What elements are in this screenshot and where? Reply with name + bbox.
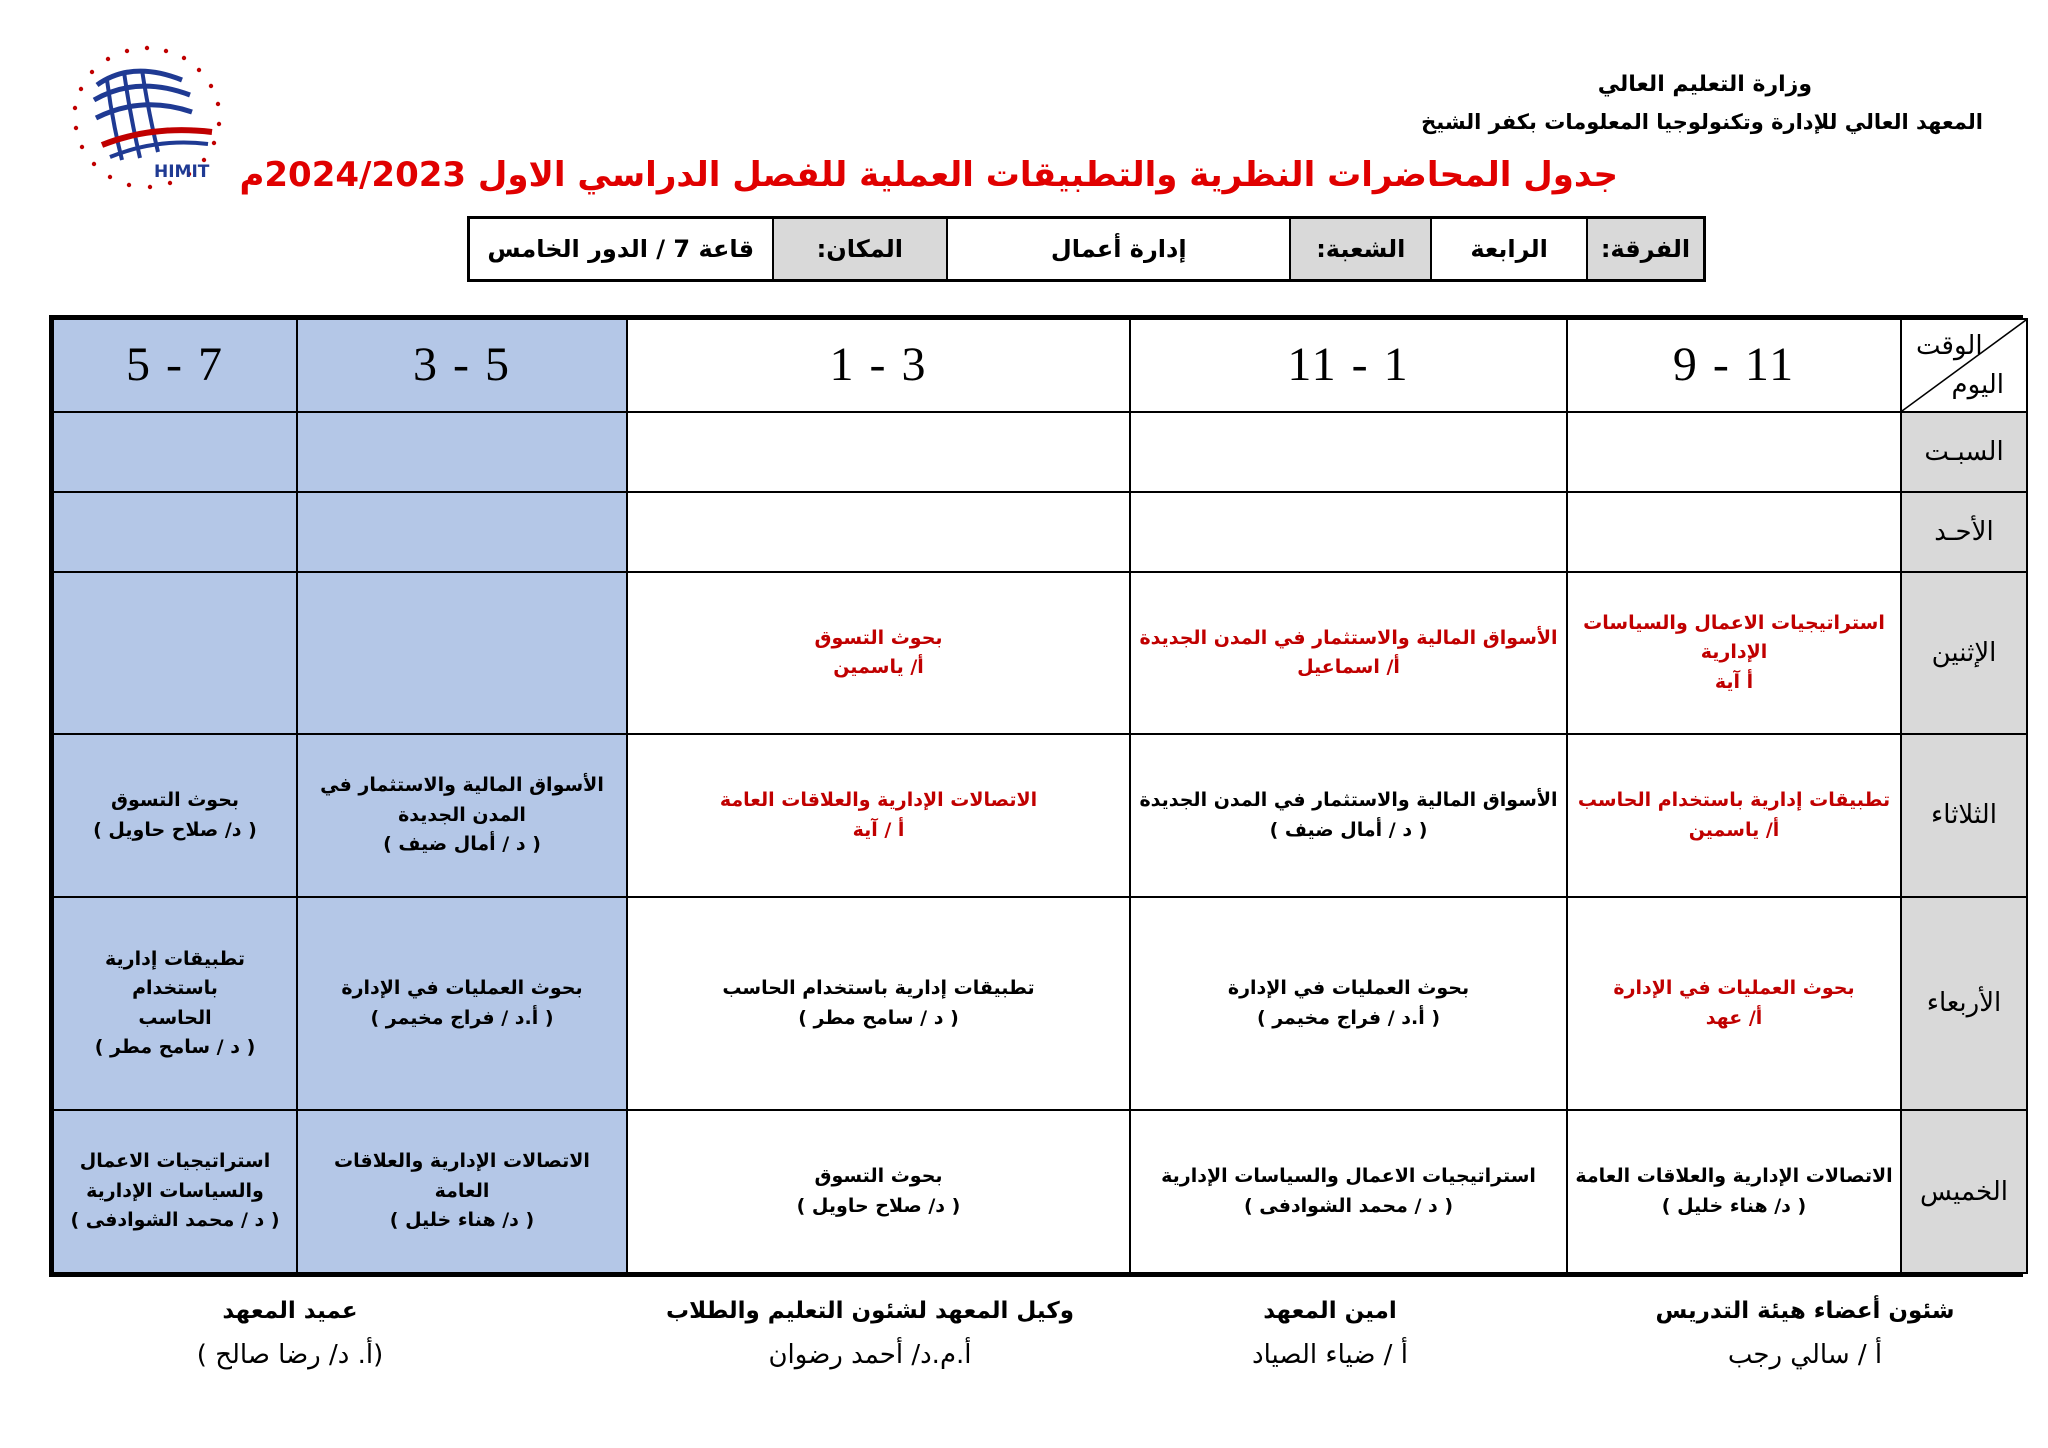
schedule-cell: [1130, 897, 1567, 1110]
schedule-cell: [297, 734, 627, 897]
signature-title: امين المعهد: [1263, 1298, 1397, 1324]
place-label: المكان:: [772, 219, 947, 279]
cell-text: بحوث التسوق: [110, 789, 240, 812]
schedule-cell: [1130, 492, 1567, 572]
day-label: السبـت: [1901, 412, 2027, 492]
cell-text: المدن الجديدة: [398, 803, 526, 826]
signature-dean: [150, 1298, 430, 1370]
cell-text: ( د / سامح مطر ): [798, 1006, 959, 1029]
cell-text: الإدارية: [1700, 641, 1768, 664]
schedule-cell: [627, 572, 1130, 735]
time-slot-header: 5 - 3: [297, 319, 627, 412]
corner-header: [1901, 319, 2027, 412]
cell-text: ( د/ هناء خليل ): [1661, 1194, 1807, 1217]
schedule-cell: [627, 897, 1130, 1110]
schedule-row: [53, 1110, 2027, 1273]
schedule-cell: [1567, 734, 1901, 897]
signature-name: أ / سالي رجب: [1727, 1340, 1883, 1370]
cell-text: ( أ.د / فراج مخيمر ): [1256, 1006, 1441, 1029]
schedule-cell: [1567, 492, 1901, 572]
schedule-cell: [627, 1110, 1130, 1273]
division-label: الشعبة:: [1289, 219, 1430, 279]
signature-faculty-affairs: [1640, 1298, 1970, 1370]
corner-time-label: الوقت: [1916, 331, 1983, 361]
cell-text: أ آية: [1714, 670, 1754, 693]
cell-text: ( أ.د / فراج مخيمر ): [370, 1006, 554, 1029]
cell-text: ( د/ صلاح حاويل ): [796, 1194, 961, 1217]
signature-name: أ / ضياء الصياد: [1252, 1340, 1408, 1370]
time-slot-header: 1 - 11: [1130, 319, 1567, 412]
signature-title: شئون أعضاء هيئة التدريس: [1655, 1298, 1955, 1324]
time-slot-header: 7 - 5: [53, 319, 297, 412]
cell-text: استراتيجيات الاعمال: [79, 1150, 271, 1173]
cell-text: والسياسات الإدارية: [86, 1179, 264, 1202]
corner-day-label: اليوم: [1951, 369, 2004, 400]
schedule-cell: [297, 1110, 627, 1273]
schedule-cell: [53, 412, 297, 492]
day-label: الخميس: [1901, 1110, 2027, 1273]
cell-text: أ / آية: [852, 818, 905, 841]
schedule-cell: [627, 412, 1130, 492]
signature-title: عميد المعهد: [222, 1298, 358, 1324]
signature-title: وكيل المعهد لشئون التعليم والطلاب: [666, 1298, 1074, 1324]
cell-text: الأسواق المالية والاستثمار في المدن الجديدة: [1139, 789, 1558, 812]
cell-text: أ/ ياسمين: [1688, 818, 1780, 841]
cell-text: أ/ ياسمين: [833, 655, 924, 678]
signature-name: (أ. د/ رضا صالح ): [196, 1340, 384, 1370]
cell-text: ( د / أمال ضيف ): [383, 833, 541, 856]
page-title: جدول المحاضرات النظرية والتطبيقات العملية للفصل الدراسي الاول 2024/2023م: [239, 155, 1618, 195]
cell-text: أ/ اسماعيل: [1297, 655, 1400, 678]
schedule-row: [53, 897, 2027, 1110]
cell-text: الأسواق المالية والاستثمار في المدن الجديدة: [1139, 626, 1558, 649]
day-label: الأربعاء: [1901, 897, 2027, 1110]
cell-text: بحوث التسوق: [814, 626, 943, 649]
schedule-cell: [53, 1110, 297, 1273]
cell-text: الأسواق المالية والاستثمار في: [320, 774, 604, 797]
cell-text: تطبيقات إدارية باستخدام الحاسب: [1577, 789, 1891, 812]
cell-text: بحوث العمليات في الإدارة: [1227, 977, 1470, 1000]
cell-text: ( د / محمد الشوادفى ): [70, 1209, 280, 1232]
institute-logo: [62, 40, 232, 200]
schedule-cell: [1130, 412, 1567, 492]
schedule-cell: [53, 572, 297, 735]
signature-institute-secretary: [1180, 1298, 1480, 1370]
cell-text: ( د / سامح مطر ): [94, 1036, 256, 1059]
schedule-cell: [1130, 572, 1567, 735]
schedule-cell: [1567, 897, 1901, 1110]
signature-name: أ.م.د/ أحمد رضوان: [768, 1340, 972, 1370]
cell-text: الحاسب: [138, 1006, 212, 1029]
schedule-cell: [1130, 1110, 1567, 1273]
schedule-cell: [1130, 734, 1567, 897]
level-label: الفرقة:: [1586, 219, 1703, 279]
schedule-row: [53, 734, 2027, 897]
cell-text: استراتيجيات الاعمال والسياسات: [1583, 611, 1885, 634]
cell-text: تطبيقات إدارية باستخدام: [104, 947, 246, 1000]
division-value: إدارة أعمال: [946, 219, 1289, 279]
cell-text: تطبيقات إدارية باستخدام الحاسب: [722, 977, 1035, 1000]
schedule-cell: [627, 734, 1130, 897]
cell-text: بحوث العمليات في الإدارة: [341, 977, 583, 1000]
info-box: [467, 216, 1706, 282]
ministry-name: وزارة التعليم العالي: [1597, 72, 1812, 97]
cell-text: استراتيجيات الاعمال والسياسات الإدارية: [1161, 1165, 1536, 1188]
schedule-row: [53, 492, 2027, 572]
cell-text: ( د / أمال ضيف ): [1269, 818, 1428, 841]
logo-text: HIMIT: [154, 162, 210, 182]
day-label: الأحـد: [1901, 492, 2027, 572]
schedule-cell: [297, 897, 627, 1110]
schedule-cell: [53, 492, 297, 572]
schedule-row: [53, 412, 2027, 492]
cell-text: ( د / محمد الشوادفى ): [1243, 1194, 1454, 1217]
time-slot-header: 3 - 1: [627, 319, 1130, 412]
schedule-cell: [627, 492, 1130, 572]
place-value: قاعة 7 / الدور الخامس: [487, 235, 755, 263]
level-value: الرابعة: [1430, 219, 1586, 279]
day-label: الثلاثاء: [1901, 734, 2027, 897]
cell-text: الاتصالات الإدارية والعلاقات العامة: [1575, 1165, 1893, 1188]
schedule-cell: [53, 897, 297, 1110]
schedule-cell: [1567, 1110, 1901, 1273]
institute-name: المعهد العالي للإدارة وتكنولوجيا المعلومات بكفر الشيخ: [1421, 110, 1983, 134]
schedule-cell: [53, 734, 297, 897]
cell-text: بحوث العمليات في الإدارة: [1613, 977, 1855, 1000]
cell-text: ( د/ صلاح حاويل ): [93, 818, 257, 841]
schedule-cell: [297, 492, 627, 572]
cell-text: أ/ عهد: [1705, 1006, 1763, 1029]
cell-text: الاتصالات الإدارية والعلاقات العامة: [719, 789, 1038, 812]
schedule-cell: [297, 412, 627, 492]
cell-text: بحوث التسوق: [814, 1165, 943, 1188]
schedule-cell: [1567, 572, 1901, 735]
signature-vice-dean: [660, 1298, 1080, 1370]
schedule-table: [49, 315, 2023, 1277]
day-label: الإثنين: [1901, 572, 2027, 735]
time-slot-header: 11 - 9: [1567, 319, 1901, 412]
schedule-row: [53, 572, 2027, 735]
schedule-cell: [297, 572, 627, 735]
schedule-cell: [1567, 412, 1901, 492]
cell-text: ( د/ هناء خليل ): [389, 1209, 535, 1232]
cell-text: الاتصالات الإدارية والعلاقات العامة: [334, 1150, 590, 1202]
